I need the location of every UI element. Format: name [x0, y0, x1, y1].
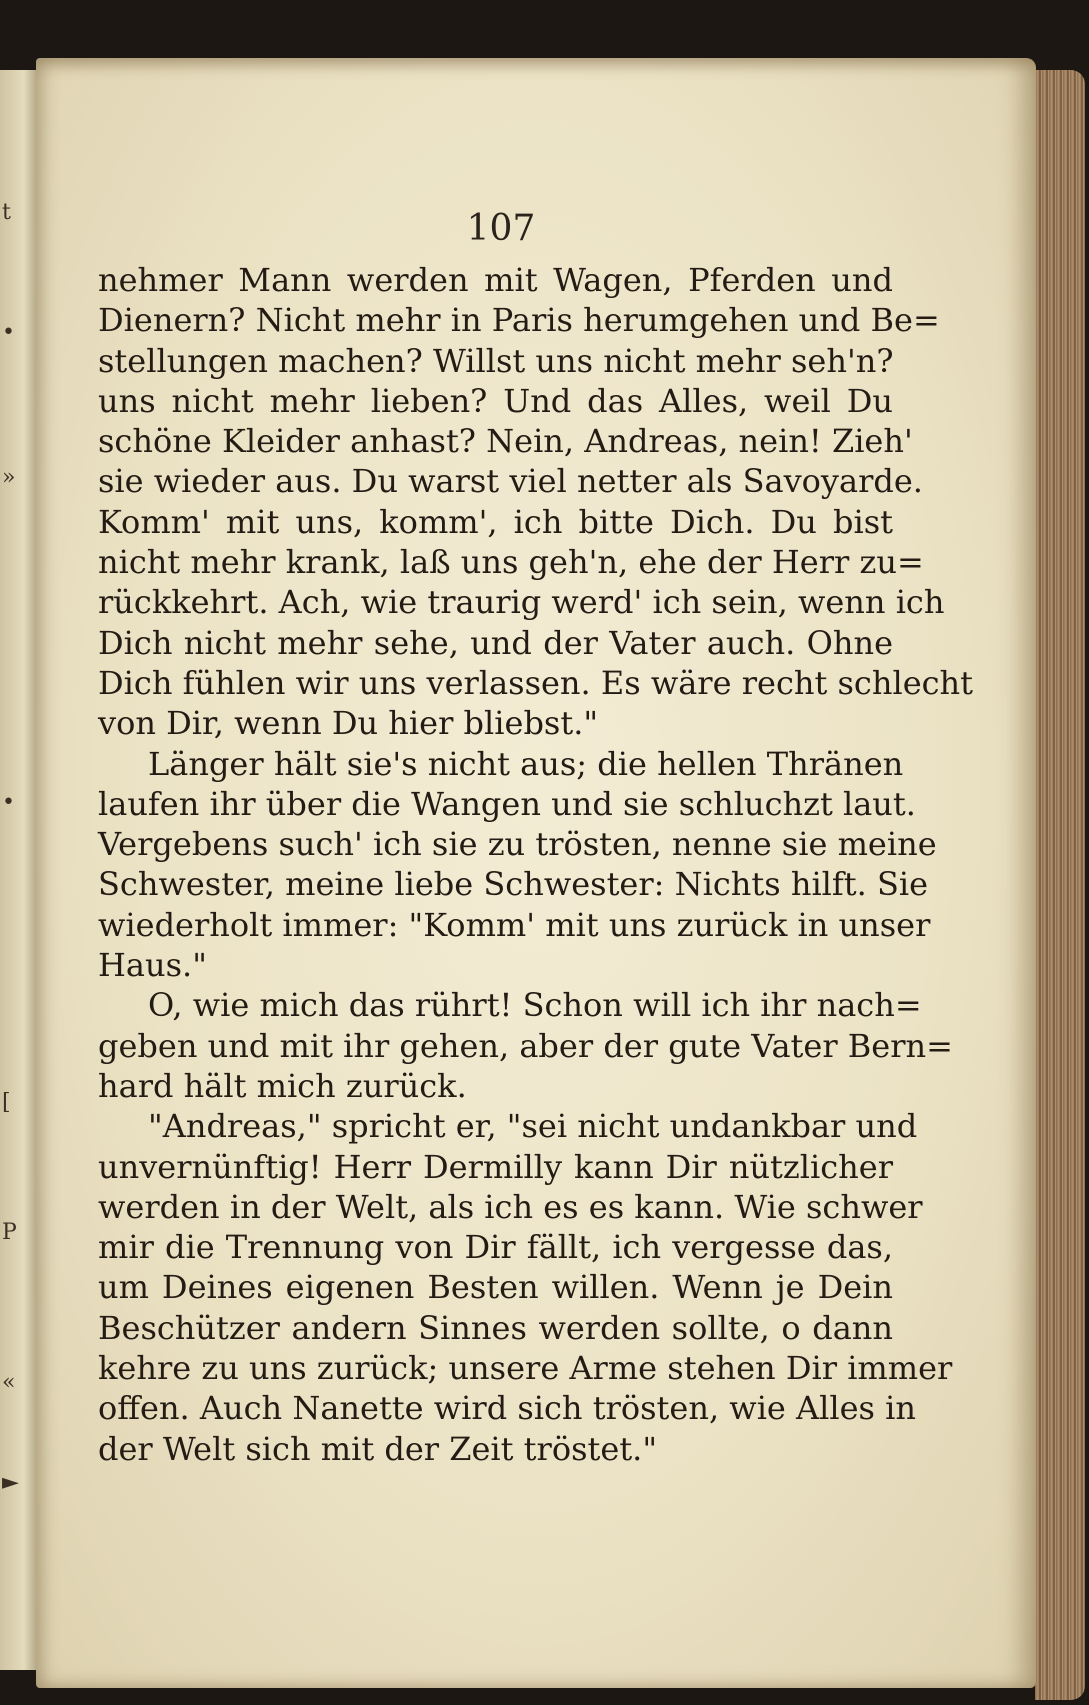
text-line: schöne Kleider anhast? Nein, Andreas, nein! Zieh': [98, 422, 913, 461]
left-margin-fragment: [: [2, 1090, 11, 1115]
left-margin-fragment: •: [2, 790, 15, 815]
page-number: 107: [466, 208, 536, 249]
text-line: Schwester, meine liebe Schwester: Nichts hilft. Sie: [98, 865, 929, 904]
text-line: nicht mehr krank, laß uns geh'n, ehe der Herr zu=: [98, 543, 924, 582]
text-line: Komm' mit uns, komm', ich bitte Dich. Du bist: [98, 502, 893, 541]
text-line: werden in der Welt, als ich es es kann. Wie schwer: [98, 1187, 923, 1226]
text-line: Vergebens such' ich sie zu trösten, nenne sie meine: [98, 825, 937, 864]
text-line: sie wieder aus. Du warst viel netter als Savoyarde.: [98, 462, 923, 501]
left-margin-fragment: P: [2, 1220, 17, 1245]
facing-page-edge: [0, 70, 40, 1670]
text-line: uns nicht mehr lieben? Und das Alles, weil Du: [98, 381, 893, 420]
text-line: stellungen machen? Willst uns nicht mehr seh'n?: [98, 341, 894, 380]
text-line: unvernünftig! Herr Dermilly kann Dir nützlicher: [98, 1147, 893, 1186]
text-line: offen. Auch Nanette wird sich trösten, wie Alles in: [98, 1389, 916, 1428]
left-margin-fragment: t: [2, 200, 11, 225]
text-line: der Welt sich mit der Zeit tröstet.": [98, 1429, 658, 1468]
text-line: kehre zu uns zurück; unsere Arme stehen Dir immer: [98, 1349, 953, 1388]
text-line: "Andreas," spricht er, "sei nicht undankbar und: [148, 1107, 918, 1146]
page-edges: [1035, 70, 1085, 1700]
text-line: Beschützer andern Sinnes werden sollte, o dann: [98, 1308, 893, 1347]
text-line: laufen ihr über die Wangen und sie schluchzt laut.: [98, 784, 916, 823]
body-text: [98, 260, 974, 1469]
text-line: nehmer Mann werden mit Wagen, Pferden und: [98, 261, 893, 299]
text-line: hard hält mich zurück.: [98, 1066, 467, 1105]
text-line: Haus.": [98, 946, 207, 985]
text-line: Länger hält sie's nicht aus; die hellen Thränen: [148, 744, 904, 783]
text-line: von Dir, wenn Du hier bliebst.": [98, 704, 599, 743]
text-line: geben und mit ihr gehen, aber der gute Vater Bern=: [98, 1026, 953, 1065]
text-line: Dich fühlen wir uns verlassen. Es wäre recht schlecht: [98, 663, 974, 702]
text-line: rückkehrt. Ach, wie traurig werd' ich sein, wenn ich: [98, 583, 945, 622]
text-line: O, wie mich das rührt! Schon will ich ihr nach=: [148, 986, 922, 1025]
text-line: Dienern? Nicht mehr in Paris herumgehen und Be=: [98, 301, 940, 340]
text-line: um Deines eigenen Besten willen. Wenn je Dein: [98, 1268, 893, 1307]
left-margin-fragment: •: [2, 320, 15, 345]
text-line: mir die Trennung von Dir fällt, ich vergesse das,: [98, 1228, 893, 1267]
text-line: wiederholt immer: "Komm' mit uns zurück in unser: [98, 905, 931, 944]
left-margin-fragment: »: [2, 465, 16, 490]
left-margin-fragment: «: [2, 1370, 16, 1395]
left-margin-fragment: ►: [2, 1470, 19, 1495]
book-page: [36, 58, 1036, 1688]
text-line: Dich nicht mehr sehe, und der Vater auch. Ohne: [98, 623, 893, 662]
